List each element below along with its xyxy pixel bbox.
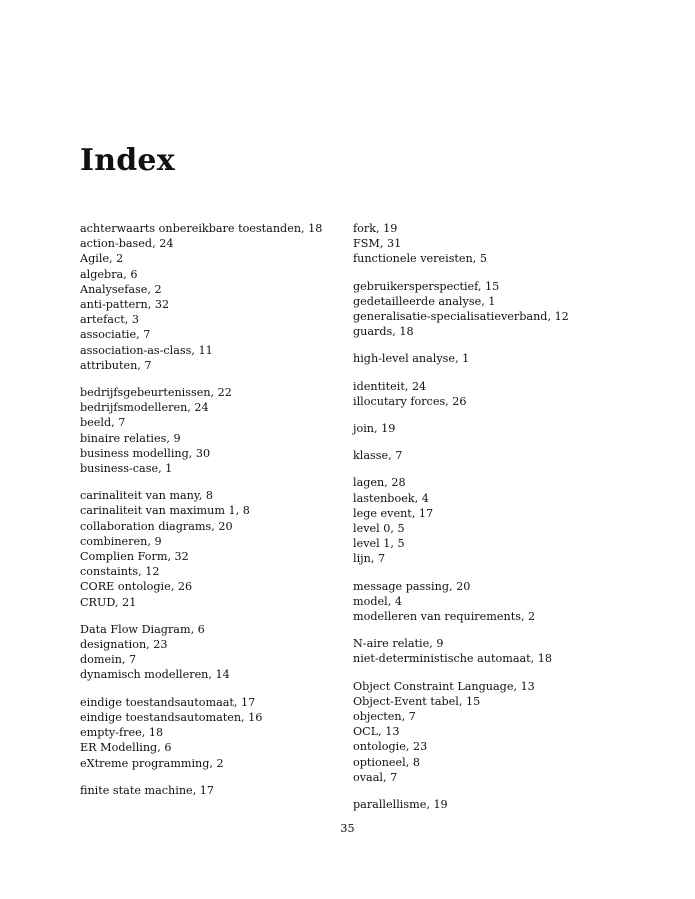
index-group — [80, 783, 335, 798]
index-entry: domein, 7 — [80, 653, 137, 667]
index-group — [80, 385, 335, 476]
page-title: Index — [80, 143, 175, 178]
index-entry: objecten, 7 — [353, 710, 416, 724]
index-entry: associatie, 7 — [80, 328, 151, 342]
index-column-right — [353, 221, 613, 824]
index-entry: gedetailleerde analyse, 1 — [353, 294, 496, 308]
index-group — [353, 797, 613, 812]
index-entry: business-case, 1 — [80, 462, 173, 476]
index-entry: lege event, 17 — [353, 506, 434, 520]
index-entry: empty-free, 18 — [80, 726, 164, 740]
index-entry: functionele vereisten, 5 — [353, 252, 487, 266]
index-entry: N-aire relatie, 9 — [353, 637, 444, 651]
index-entry: lastenboek, 4 — [353, 491, 429, 505]
index-group — [353, 379, 613, 409]
index-group — [80, 221, 335, 373]
index-entry: level 0, 5 — [353, 522, 405, 536]
index-entry: business modelling, 30 — [80, 446, 211, 460]
index-entry: guards, 18 — [353, 325, 414, 339]
index-entry: modelleren van requirements, 2 — [353, 610, 536, 624]
index-entry: collaboration diagrams, 20 — [80, 519, 233, 533]
index-entry: constaints, 12 — [80, 565, 160, 579]
index-entry: gebruikersperspectief, 15 — [353, 279, 500, 293]
index-entry: beeld, 7 — [80, 416, 126, 430]
index-entry: carinaliteit van maximum 1, 8 — [80, 504, 250, 518]
index-entry: designation, 23 — [80, 638, 168, 652]
index-entry: FSM, 31 — [353, 237, 402, 251]
index-entry: association-as-class, 11 — [80, 343, 213, 357]
index-entry: high-level analyse, 1 — [353, 352, 470, 366]
index-entry: level 1, 5 — [353, 537, 405, 551]
index-entry: Object-Event tabel, 15 — [353, 694, 481, 708]
index-entry: bedrijfsgebeurtenissen, 22 — [80, 386, 232, 400]
index-entry: ER Modelling, 6 — [80, 741, 172, 755]
index-group — [80, 488, 335, 610]
index-group — [353, 579, 613, 625]
index-entry: action-based, 24 — [80, 237, 174, 251]
index-entry: klasse, 7 — [353, 449, 403, 463]
index-entry: OCL, 13 — [353, 725, 400, 739]
index-entry: lagen, 28 — [353, 476, 406, 490]
index-group — [80, 695, 335, 771]
index-entry: finite state machine, 17 — [80, 783, 214, 797]
index-entry: eXtreme programming, 2 — [80, 756, 224, 770]
index-group — [353, 448, 613, 463]
index-entry: illocutary forces, 26 — [353, 394, 467, 408]
index-entry: binaire relaties, 9 — [80, 431, 181, 445]
index-entry: message passing, 20 — [353, 579, 471, 593]
index-entry: eindige toestandsautomaat, 17 — [80, 695, 256, 709]
index-group — [353, 221, 613, 267]
index-entry: carinaliteit van many, 8 — [80, 489, 213, 503]
index-entry: model, 4 — [353, 594, 402, 608]
index-group — [353, 421, 613, 436]
index-group — [353, 636, 613, 666]
index-entry: fork, 19 — [353, 222, 398, 235]
index-entry: Complien Form, 32 — [80, 550, 189, 564]
index-entry: Agile, 2 — [80, 252, 124, 266]
index-entry: CORE ontologie, 26 — [80, 580, 193, 594]
index-entry: artefact, 3 — [80, 313, 139, 327]
index-entry: attributen, 7 — [80, 358, 152, 372]
index-entry: eindige toestandsautomaten, 16 — [80, 710, 263, 724]
index-entry: ontologie, 23 — [353, 740, 428, 754]
index-column-left — [80, 221, 335, 810]
index-group — [353, 679, 613, 785]
index-entry: achterwaarts onbereikbare toestanden, 18 — [80, 222, 323, 235]
index-entry: niet-deterministische automaat, 18 — [353, 652, 552, 666]
index-entry: Analysefase, 2 — [80, 282, 162, 296]
index-entry: Object Constraint Language, 13 — [353, 679, 535, 693]
index-group — [353, 279, 613, 340]
index-entry: Data Flow Diagram, 6 — [80, 622, 205, 636]
index-entry: combineren, 9 — [80, 534, 162, 548]
index-group — [80, 622, 335, 683]
index-group — [353, 475, 613, 566]
index-entry: ovaal, 7 — [353, 770, 398, 784]
index-entry: CRUD, 21 — [80, 595, 137, 609]
index-entry: bedrijfsmodelleren, 24 — [80, 401, 209, 415]
index-entry: identiteit, 24 — [353, 379, 427, 393]
index-entry: dynamisch modelleren, 14 — [80, 668, 230, 682]
index-entry: anti-pattern, 32 — [80, 298, 170, 312]
index-group — [353, 351, 613, 366]
index-entry: lijn, 7 — [353, 552, 386, 566]
index-entry: optioneel, 8 — [353, 755, 420, 769]
index-entry: join, 19 — [353, 422, 396, 436]
index-entry: parallellisme, 19 — [353, 798, 448, 812]
page-number: 35 — [340, 822, 355, 835]
index-entry: generalisatie-specialisatieverband, 12 — [353, 310, 569, 324]
index-entry: algebra, 6 — [80, 267, 138, 281]
